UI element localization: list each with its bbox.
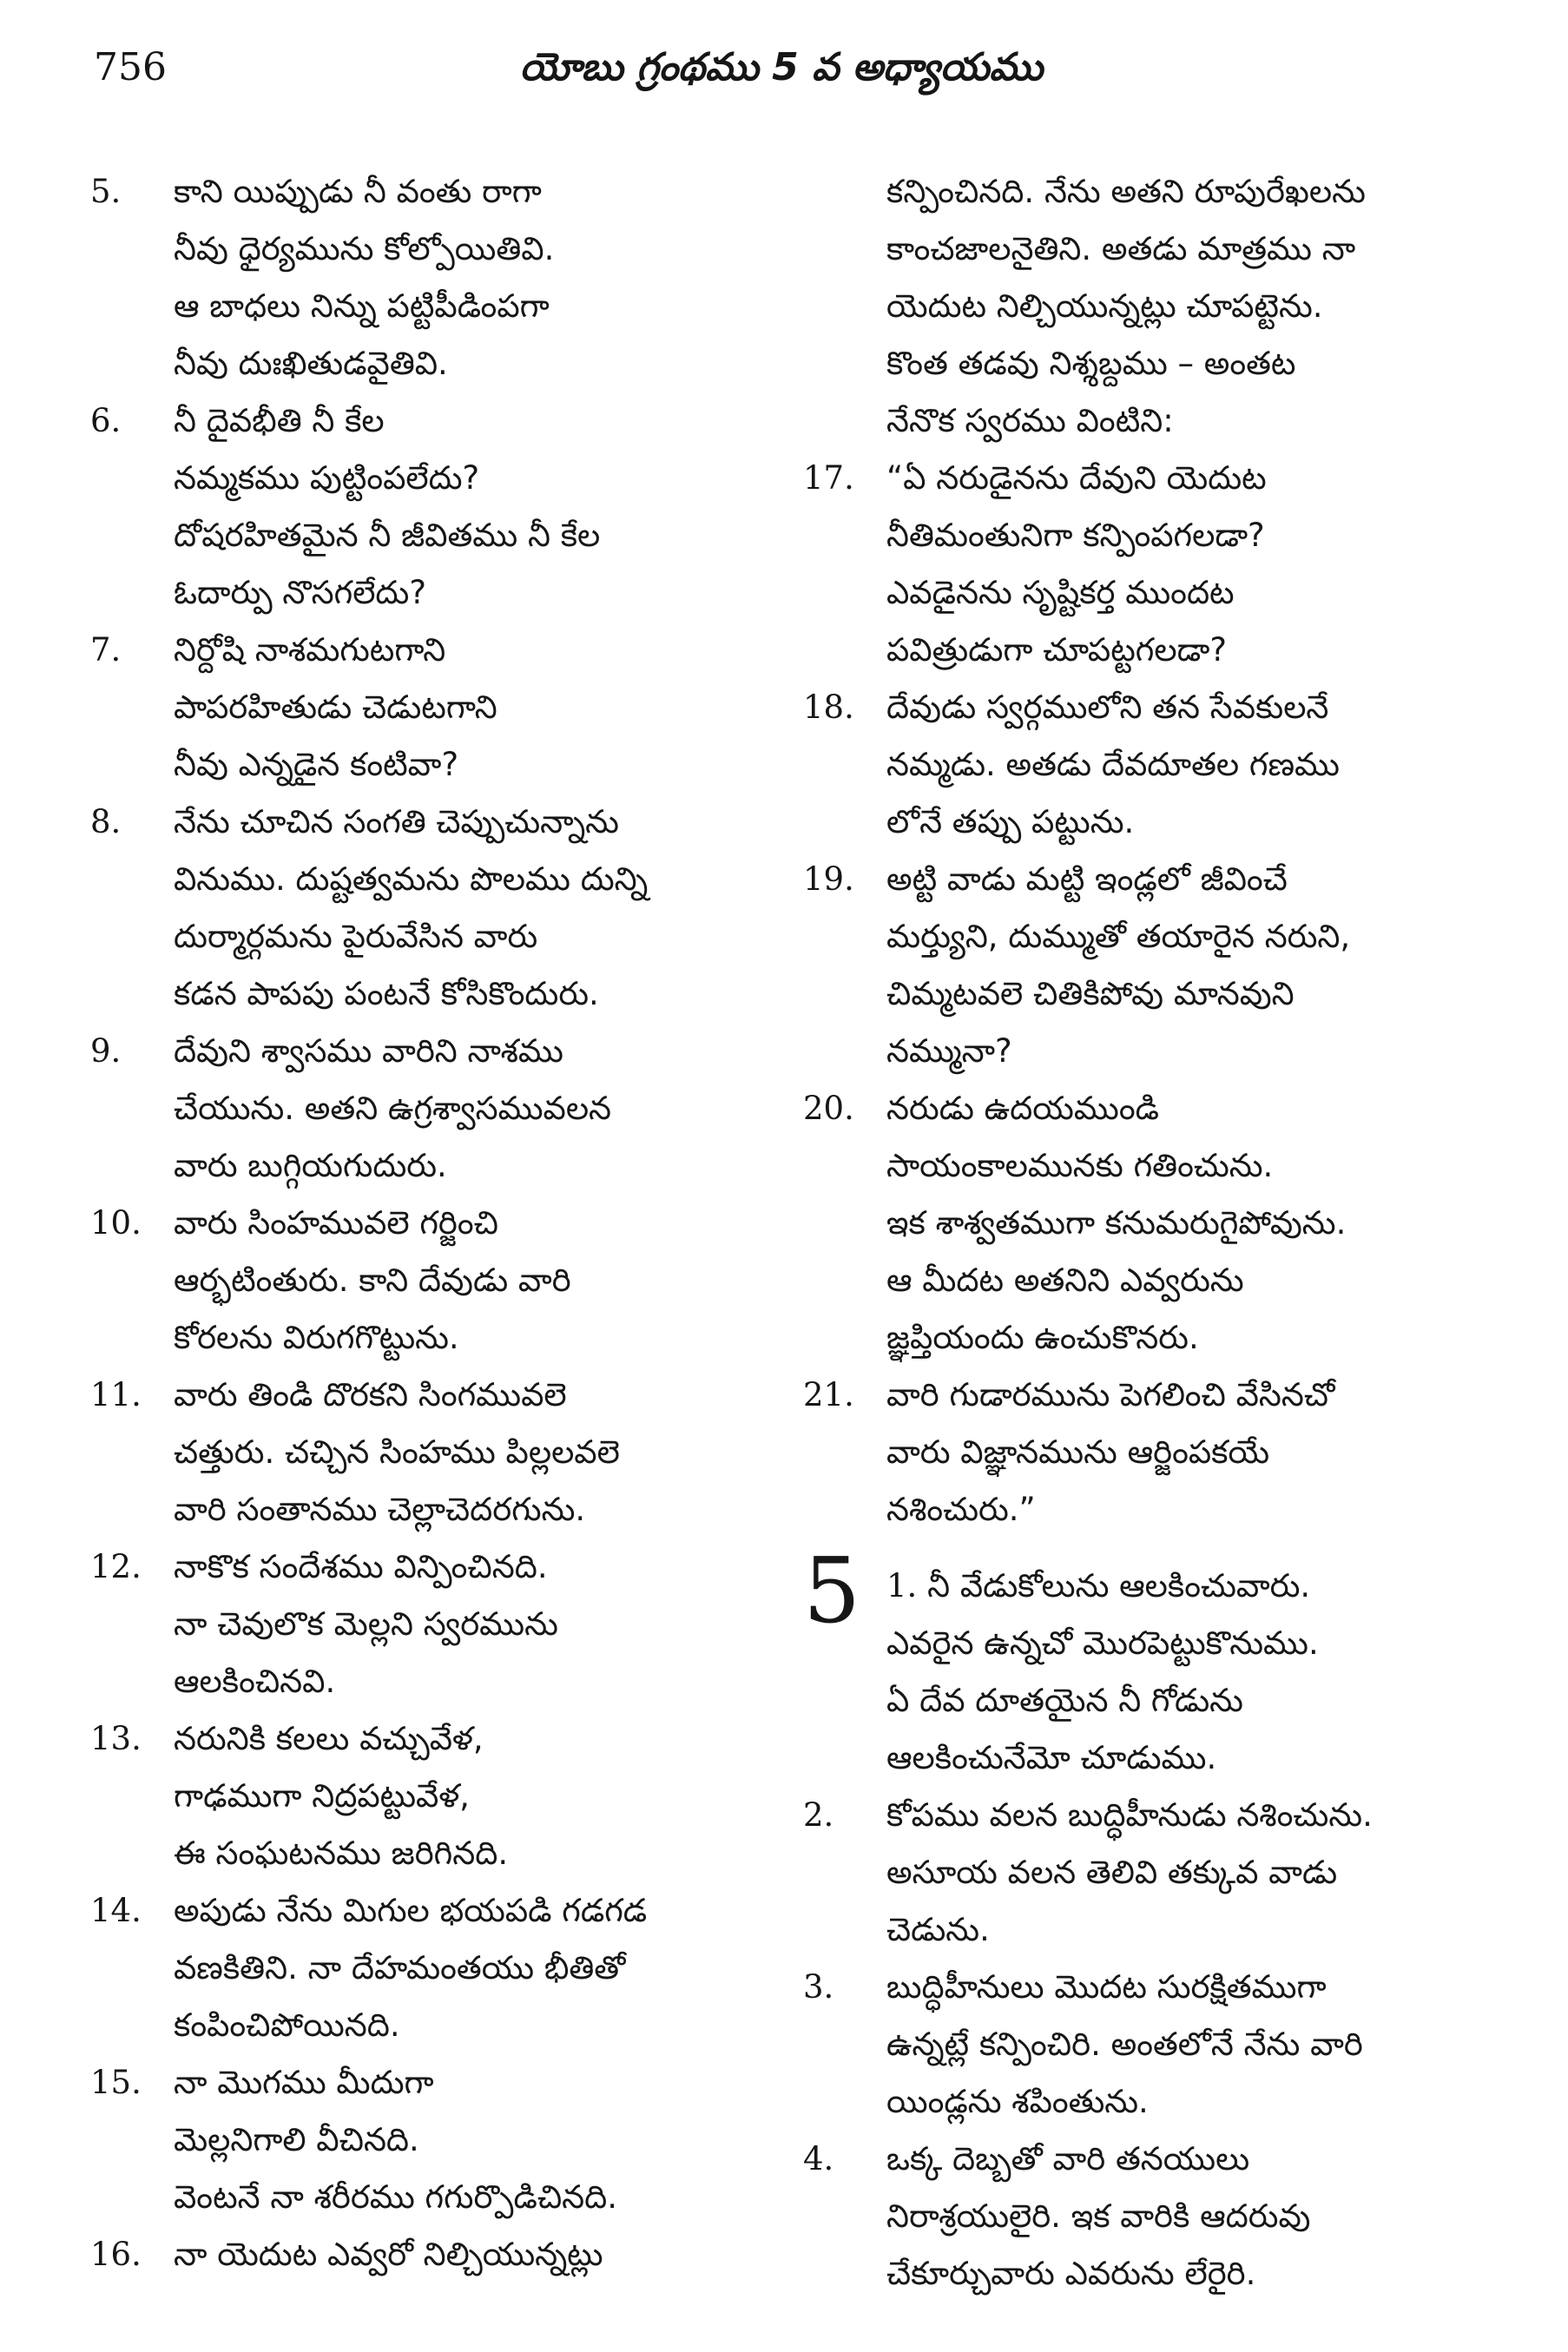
verse-line: యిండ్లను శపింతును. bbox=[886, 2083, 1149, 2120]
verse bbox=[90, 1367, 750, 1538]
chapter-number: 5 bbox=[803, 1538, 861, 1644]
verse bbox=[90, 1710, 750, 1882]
verse-line: నీవు ధైర్యమును కోల్పోయితివి. bbox=[174, 230, 555, 267]
verse bbox=[90, 1023, 750, 1195]
verse-line: నరునికి కలలు వచ్చువేళ, bbox=[174, 1720, 484, 1757]
verse-line: గాఢముగా నిద్రపట్టువేళ, bbox=[174, 1777, 470, 1815]
verse bbox=[803, 1959, 1472, 2131]
verse bbox=[803, 1080, 1472, 1367]
verse-line: కాని యిప్పుడు నీ వంతు రాగా bbox=[174, 173, 542, 210]
verse-number: 11. bbox=[90, 1376, 142, 1413]
verse-number: 3. bbox=[803, 1968, 834, 2006]
verse-line: వారి గుడారమును పెగలించి వేసినచో bbox=[886, 1376, 1335, 1413]
verse bbox=[90, 622, 750, 794]
verse-line: ఆ మీదట అతనిని ఎవ్వరును bbox=[886, 1262, 1244, 1299]
verse-number: 18. bbox=[803, 688, 854, 726]
chapter-block bbox=[803, 1538, 1472, 1787]
verse-line: ఎవడైనను సృష్టికర్త ముందట bbox=[886, 574, 1235, 611]
verse-line: వారి సంతానము చెల్లాచెదరగును. bbox=[174, 1491, 586, 1528]
verse-line: అసూయ వలన తెలివి తక్కువ వాడు bbox=[886, 1854, 1338, 1891]
verse-line: నరుడు ఉదయముండి bbox=[886, 1090, 1159, 1127]
verse-number: 17. bbox=[803, 459, 854, 497]
verse bbox=[803, 679, 1472, 851]
verse-line: అట్టి వాడు మట్టి ఇండ్లలో జీవించే bbox=[886, 860, 1288, 898]
verse-line: సాయంకాలమునకు గతించును. bbox=[886, 1147, 1274, 1184]
verse-line: లోనే తప్పు పట్టును. bbox=[886, 803, 1135, 840]
verse bbox=[90, 2054, 750, 2226]
verse-number: 14. bbox=[90, 1892, 142, 1929]
verse-number: 13. bbox=[90, 1720, 142, 1757]
verse-line: ఒక్క దెబ్బతో వారి తనయులు bbox=[886, 2140, 1250, 2177]
verse bbox=[90, 2226, 750, 2283]
verse-line: చేకూర్చువారు ఎవరును లేరైరి. bbox=[886, 2255, 1256, 2292]
verse-number: 10. bbox=[90, 1204, 142, 1242]
verse-line: కడన పాపపు పంటనే కోసికొందురు. bbox=[174, 975, 599, 1012]
verse-number: 15. bbox=[90, 2064, 142, 2101]
verse-line: చత్తురు. చచ్చిన సింహము పిల్లలవలె bbox=[174, 1433, 620, 1471]
verse bbox=[803, 2131, 1472, 2303]
verse-line: నమ్మకము పుట్టింపలేదు? bbox=[174, 459, 480, 497]
verse-line: ఉన్నట్లే కన్పించిరి. అంతలోనే నేను వారి bbox=[886, 2026, 1363, 2063]
verse-line: నీవు దుఃఖితుడవైతివి. bbox=[174, 345, 448, 382]
verse-line: ఆలకించునేమో చూడుము. bbox=[886, 1739, 1217, 1776]
verse-line: నాకొక సందేశము విన్పించినది. bbox=[174, 1548, 548, 1585]
verse-number: 1. bbox=[886, 1567, 928, 1604]
verse-line-text: నీ వేడుకోలును ఆలకించువారు. bbox=[927, 1567, 1311, 1604]
verse-line-continued: కొంత తడవు నిశ్శబ్దము – అంతట bbox=[886, 345, 1296, 382]
verse-line: ఏ దేవ దూతయైన నీ గోడును bbox=[886, 1682, 1243, 1719]
verse-line: ఓదార్పు నొసగలేదు? bbox=[174, 574, 426, 611]
verse bbox=[803, 1367, 1472, 1538]
verse-line: వారు బుగ్గియగుదురు. bbox=[174, 1147, 447, 1184]
verse-line: దుర్మార్గమను పైరువేసిన వారు bbox=[174, 918, 538, 955]
verse-line: పవిత్రుడుగా చూపట్టగలడా? bbox=[886, 631, 1227, 669]
verse-line: నా మొగము మీదుగా bbox=[174, 2064, 434, 2101]
verse-line: నా చెవులొక మెల్లని స్వరమును bbox=[174, 1605, 558, 1643]
verse bbox=[803, 450, 1472, 679]
verse-number: 4. bbox=[803, 2140, 834, 2177]
running-head: యోబు గ్రంథము 5 వ అధ్యాయము bbox=[519, 45, 1044, 89]
verse-line: ఆ బాధలు నిన్ను పట్టిపీడింపగా bbox=[174, 287, 550, 325]
verse-line: ఎవరైన ఉన్నచో మొరపెట్టుకొనుము. bbox=[886, 1624, 1319, 1662]
verse-line: నీతిమంతునిగా కన్పింపగలడా? bbox=[886, 517, 1265, 554]
verse-line: కంపించిపోయినది. bbox=[174, 2006, 400, 2044]
verse-number: 19. bbox=[803, 860, 854, 898]
verse-line: వినుము. దుష్టత్వమను పొలము దున్ని bbox=[174, 860, 649, 898]
verse-number: 7. bbox=[90, 631, 122, 669]
verse-line: దోషరహితమైన నీ జీవితము నీ కేల bbox=[174, 517, 601, 554]
verse-line: నా యెదుట ఎవ్వరో నిల్చియున్నట్లు bbox=[174, 2236, 603, 2273]
verse-number: 20. bbox=[803, 1090, 854, 1127]
verse-line: చేయును. అతని ఉగ్రశ్వాసమువలన bbox=[174, 1090, 612, 1127]
verse-line-continued: కన్పించినది. నేను అతని రూపురేఖలను bbox=[886, 173, 1366, 210]
verse-line: నిర్దోషి నాశమగుటగాని bbox=[174, 631, 446, 669]
verse-line: నశించురు.” bbox=[886, 1491, 1036, 1528]
verse-line: నేను చూచిన సంగతి చెప్పుచున్నాను bbox=[174, 803, 619, 840]
verse-line: నమ్మడు. అతడు దేవదూతల గణము bbox=[886, 746, 1340, 783]
verse-line: చెడును. bbox=[886, 1911, 990, 1948]
verse-line: జ్ఞప్తియందు ఉంచుకొనరు. bbox=[886, 1319, 1199, 1356]
verse bbox=[90, 1538, 750, 1710]
verse-number: 6. bbox=[90, 402, 122, 439]
verse-number: 8. bbox=[90, 803, 122, 840]
verse-number: 2. bbox=[803, 1796, 834, 1834]
verse-line: పాపరహితుడు చెడుటగాని bbox=[174, 688, 497, 726]
verse-line: ఇక శాశ్వతముగా కనుమరుగైపోవును. bbox=[886, 1204, 1347, 1242]
verse-line-continued: యెదుట నిల్చియున్నట్లు చూపట్టెను. bbox=[886, 287, 1323, 325]
verse bbox=[803, 851, 1472, 1080]
verse bbox=[90, 1882, 750, 2054]
verse-line: వణకితిని. నా దేహమంతయు భీతితో bbox=[174, 1949, 626, 1986]
verse-line: వారు విజ్ఞానమును ఆర్జింపకయే bbox=[886, 1433, 1270, 1471]
verse-line-continued: కాంచజాలనైతిని. అతడు మాత్రము నా bbox=[886, 230, 1356, 267]
verse-line: ఆలకించినవి. bbox=[174, 1663, 336, 1700]
verse-line: కోరలను విరుగగొట్టును. bbox=[174, 1319, 459, 1356]
verse-line: వారు తిండి దొరకని సింగమువలె bbox=[174, 1376, 567, 1413]
verse-line: నీ దైవభీతి నీ కేల bbox=[174, 402, 385, 439]
verse-line: నిరాశ్రయులైరి. ఇక వారికి ఆదరువు bbox=[886, 2197, 1311, 2235]
verse-line: నమ్మునా? bbox=[886, 1032, 1012, 1070]
verse-number: 9. bbox=[90, 1032, 122, 1070]
verse-line: నీవు ఎన్నడైన కంటివా? bbox=[174, 746, 459, 783]
verse bbox=[90, 392, 750, 622]
verse-line: బుద్ధిహీనులు మొదట సురక్షితముగా bbox=[886, 1968, 1327, 2006]
verse-line: దేవుని శ్వాసము వారిని నాశము bbox=[174, 1032, 563, 1070]
verse bbox=[90, 1195, 750, 1367]
verse-line: వారు సింహమువలె గర్జించి bbox=[174, 1204, 498, 1242]
verse-line: కోపము వలన బుద్ధిహీనుడు నశించును. bbox=[886, 1796, 1373, 1834]
verse-line: మర్త్యుని, దుమ్ముతో తయారైన నరుని, bbox=[886, 918, 1351, 955]
verse-number: 16. bbox=[90, 2236, 142, 2273]
verse-line: “ఏ నరుడైనను దేవుని యెదుట bbox=[886, 459, 1267, 497]
verse-number: 12. bbox=[90, 1548, 142, 1585]
left-column bbox=[90, 163, 750, 2283]
verse-line: ఈ సంఘటనము జరిగినది. bbox=[174, 1835, 509, 1872]
verse-number: 21. bbox=[803, 1376, 854, 1413]
verse-line: దేవుడు స్వర్గములోని తన సేవకులనే bbox=[886, 688, 1329, 726]
right-column bbox=[803, 163, 1472, 2303]
verse bbox=[803, 1787, 1472, 1959]
verse-number: 5. bbox=[90, 173, 122, 210]
verse bbox=[90, 794, 750, 1023]
verse-line-continued: నేనొక స్వరము వింటిని: bbox=[886, 402, 1174, 439]
verse-line bbox=[886, 1558, 1472, 1615]
verse-line: అపుడు నేను మిగుల భయపడి గడగడ bbox=[174, 1892, 648, 1929]
verse-line: చిమ్మటవలె చితికిపోవు మానవుని bbox=[886, 975, 1295, 1012]
verse-line: వెంటనే నా శరీరము గగుర్పొడిచినది. bbox=[174, 2178, 618, 2216]
verse-line: ఆర్భటింతురు. కాని దేవుడు వారి bbox=[174, 1262, 571, 1299]
page-number: 756 bbox=[94, 45, 167, 89]
verse bbox=[90, 163, 750, 392]
verse-line: మెల్లనిగాలి వీచినది. bbox=[174, 2121, 419, 2158]
